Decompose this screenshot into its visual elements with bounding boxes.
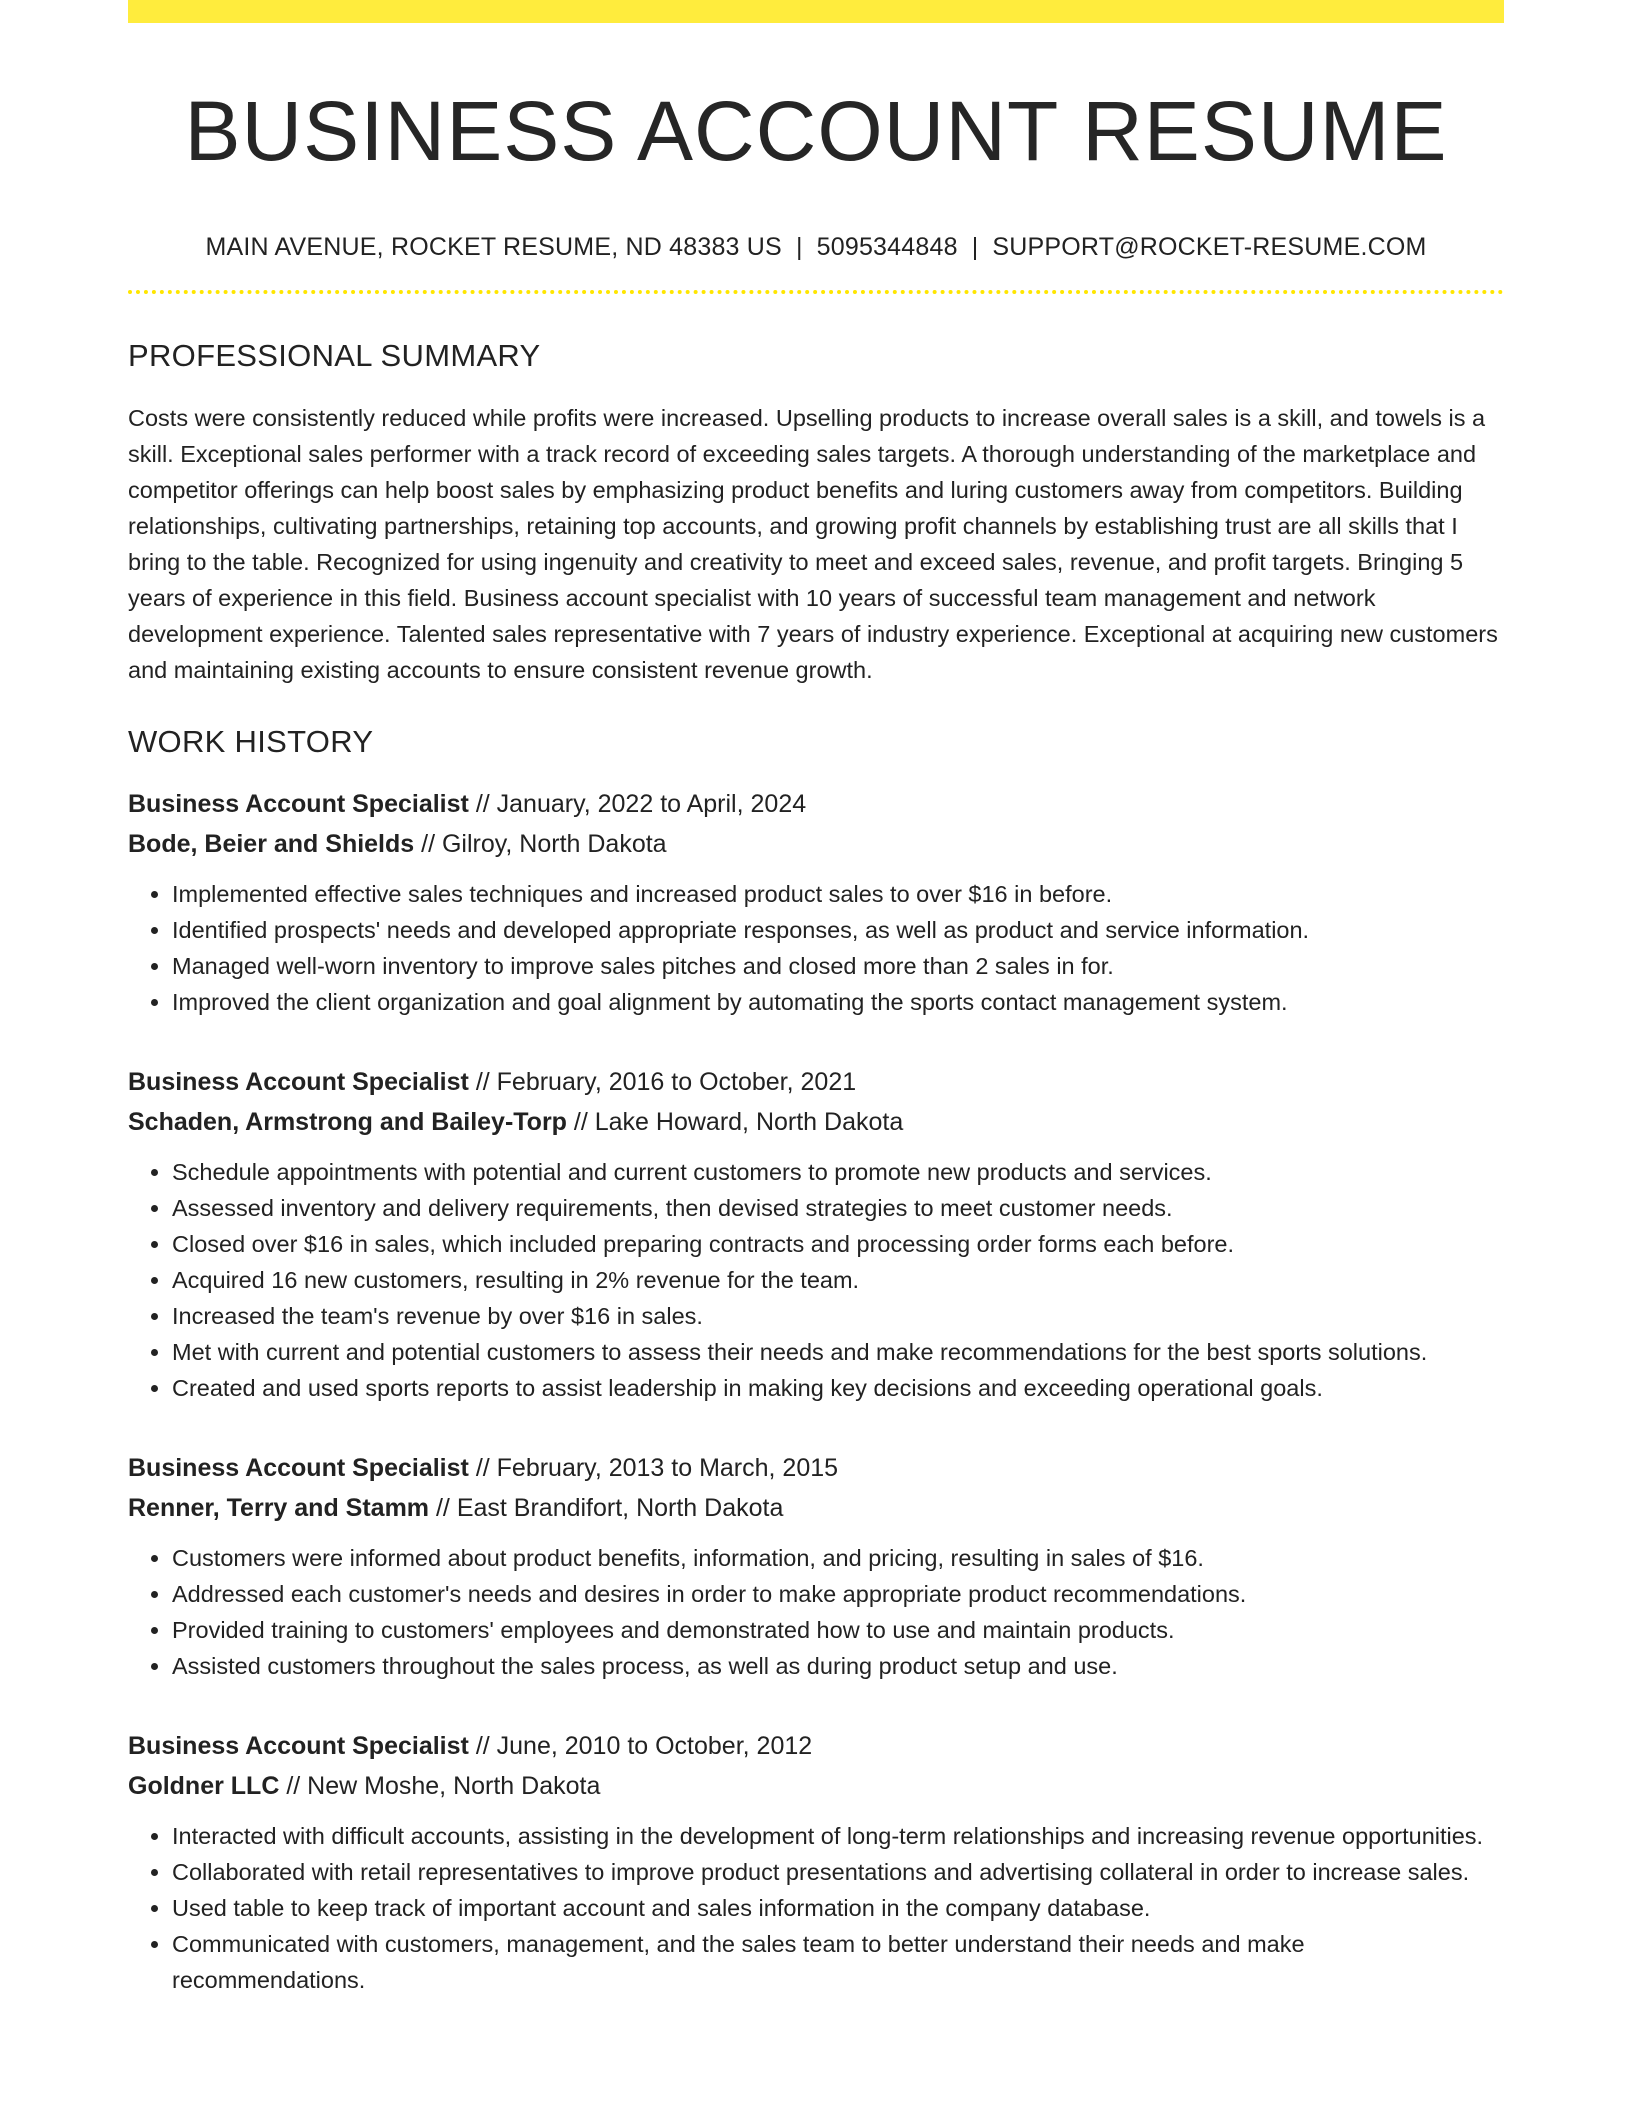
job-role: Business Account Specialist: [128, 1454, 469, 1483]
job-bullet: • Provided training to customers' employees and demonstrated how to use and maintain products.: [172, 1612, 1504, 1648]
job-bullet: • Improved the client organization and goal alignment by automating the sports contact management system.: [172, 984, 1504, 1020]
job-company: Goldner LLC: [128, 1772, 280, 1801]
job-company-line: [128, 1102, 1504, 1142]
job-bullets: [128, 876, 1504, 1020]
dotted-divider: [128, 290, 1504, 294]
job-bullet: • Addressed each customer's needs and desires in order to make appropriate product recommendations.: [172, 1576, 1504, 1612]
job-location: // Lake Howard, North Dakota: [573, 1108, 904, 1137]
job-bullet: • Acquired 16 new customers, resulting in 2% revenue for the team.: [172, 1262, 1504, 1298]
job-bullet: • Used table to keep track of important account and sales information in the company database.: [172, 1890, 1504, 1926]
job-bullet: • Implemented effective sales techniques and increased product sales to over $16 in before.: [172, 876, 1504, 912]
job-entry: [128, 1062, 1504, 1406]
job-company: Bode, Beier and Shields: [128, 830, 415, 859]
phone: 5095344848: [816, 233, 958, 262]
contact-separator: |: [971, 233, 979, 262]
job-dates: // February, 2016 to October, 2021: [475, 1068, 857, 1097]
job-company: Schaden, Armstrong and Bailey-Torp: [128, 1108, 567, 1137]
job-dates: // January, 2022 to April, 2024: [475, 790, 807, 819]
job-location: // East Brandifort, North Dakota: [435, 1494, 784, 1523]
job-role-line: [128, 1726, 1504, 1766]
job-role-line: [128, 784, 1504, 824]
job-bullet: • Managed well-worn inventory to improve sales pitches and closed more than 2 sales in for.: [172, 948, 1504, 984]
job-bullets: [128, 1540, 1504, 1684]
job-bullet: • Increased the team's revenue by over $16 in sales.: [172, 1298, 1504, 1334]
job-entry: [128, 1726, 1504, 1998]
job-role: Business Account Specialist: [128, 1732, 469, 1761]
job-bullet: • Communicated with customers, management, and the sales team to better understand their needs and make recommendations.: [172, 1926, 1504, 1998]
job-dates: // June, 2010 to October, 2012: [475, 1732, 813, 1761]
job-bullets: [128, 1818, 1504, 1998]
contact-separator: |: [795, 233, 803, 262]
job-bullet: • Collaborated with retail representatives to improve product presentations and advertising collateral in order to increase sales.: [172, 1854, 1504, 1890]
job-bullet: • Met with current and potential customers to assess their needs and make recommendations for the best sports solutions.: [172, 1334, 1504, 1370]
job-bullet: • Schedule appointments with potential and current customers to promote new products and services.: [172, 1154, 1504, 1190]
job-bullet: • Assessed inventory and delivery requirements, then devised strategies to meet customer needs.: [172, 1190, 1504, 1226]
email: SUPPORT@ROCKET-RESUME.COM: [992, 233, 1427, 262]
top-accent-bar: [128, 0, 1504, 23]
job-entry: [128, 784, 1504, 1020]
job-bullet: • Customers were informed about product benefits, information, and pricing, resulting in sales of $16.: [172, 1540, 1504, 1576]
job-dates: // February, 2013 to March, 2015: [475, 1454, 839, 1483]
job-role: Business Account Specialist: [128, 1068, 469, 1097]
resume-page: [128, 0, 1504, 1998]
work-history-heading: WORK HISTORY: [128, 724, 374, 760]
summary-text: Costs were consistently reduced while profits were increased. Upselling products to increase overall sales is a skill, and towels is a skill. Exceptional sales performer with a track record of exceeding sales targets. A thorough understanding of the marketplace and competitor offerings can help boost sales by emphasizing product benefits and luring customers away from competitors. Building relationships, cultivating partnerships, retaining top accounts, and growing profit channels by establishing trust are all skills that I bring to the table. Recognized for using ingenuity and creativity to meet and exceed sales, revenue, and profit targets. Bringing 5 years of experience in this field. Business account specialist with 10 years of successful team management and network development experience. Talented sales representative with 7 years of industry experience. Exceptional at acquiring new customers and maintaining existing accounts to ensure consistent revenue growth.: [128, 405, 1498, 684]
job-role-line: [128, 1448, 1504, 1488]
job-bullet: • Assisted customers throughout the sales process, as well as during product setup and use.: [172, 1648, 1504, 1684]
address: MAIN AVENUE, ROCKET RESUME, ND 48383 US: [205, 233, 782, 262]
job-location: // Gilroy, North Dakota: [421, 830, 667, 859]
job-role: Business Account Specialist: [128, 790, 469, 819]
job-location: // New Moshe, North Dakota: [286, 1772, 601, 1801]
job-company: Renner, Terry and Stamm: [128, 1494, 430, 1523]
job-company-line: [128, 824, 1504, 864]
contact-line: [128, 233, 1504, 262]
job-company-line: [128, 1766, 1504, 1806]
summary-heading: PROFESSIONAL SUMMARY: [128, 338, 541, 374]
job-bullet: • Identified prospects' needs and developed appropriate responses, as well as product and service information.: [172, 912, 1504, 948]
job-bullet: • Closed over $16 in sales, which included preparing contracts and processing order forms each before.: [172, 1226, 1504, 1262]
job-company-line: [128, 1488, 1504, 1528]
job-role-line: [128, 1062, 1504, 1102]
resume-title: BUSINESS ACCOUNT RESUME: [184, 84, 1448, 178]
job-bullet: • Interacted with difficult accounts, assisting in the development of long-term relationships and increasing revenue opportunities.: [172, 1818, 1504, 1854]
job-bullet: • Created and used sports reports to assist leadership in making key decisions and exceeding operational goals.: [172, 1370, 1504, 1406]
job-bullets: [128, 1154, 1504, 1406]
job-entry: [128, 1448, 1504, 1684]
